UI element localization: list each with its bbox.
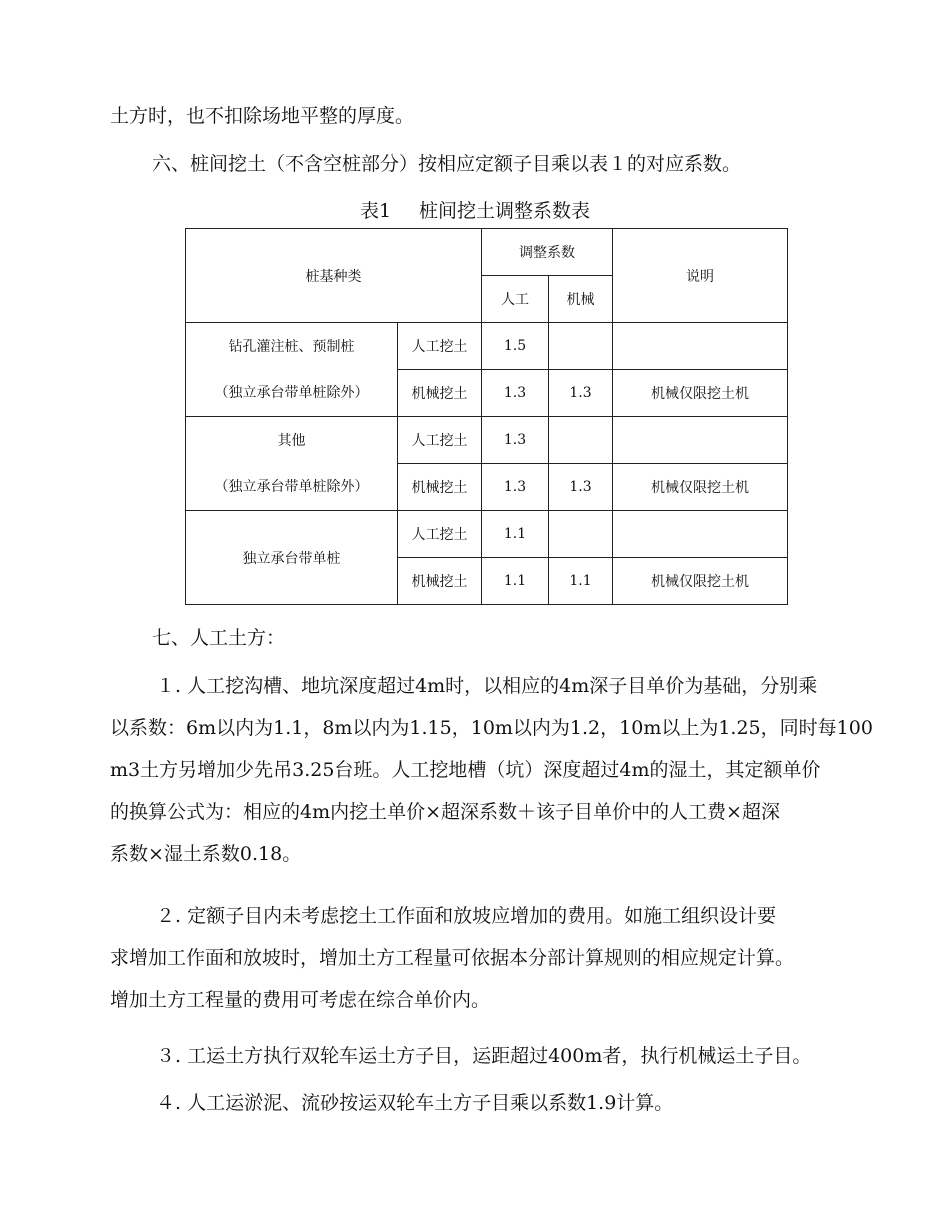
method-cell: 人工挖土 <box>398 323 482 370</box>
method-cell: 机械挖土 <box>398 558 482 605</box>
header-machine: 机械 <box>549 276 613 323</box>
table-caption <box>0 196 950 226</box>
header-note: 说明 <box>613 229 788 323</box>
manual-coef-cell: 1.3 <box>482 370 549 417</box>
table-row <box>186 417 788 464</box>
section7-paragraph-2: ２. 定额子目内未考虑挖土工作面和放坡应增加的费用。如施工组织设计要 求增加工作面和放坡时，增加土方工程量可依据本分部计算规则的相应规定计算。 增加土方工程量的费用可考虑在综合单价内。 <box>110 905 795 1011</box>
note-cell: 机械仅限挖土机 <box>613 464 788 511</box>
coefficient-table <box>185 228 788 605</box>
intro-line-2: 六、桩间挖土（不含空桩部分）按相应定额子目乘以表１的对应系数。 <box>152 153 742 175</box>
table-number: 表1 <box>359 200 392 222</box>
section7-paragraph-1: １. 人工挖沟槽、地坑深度超过4m时，以相应的4m深子目单价为基础，分别乘 以系数：6m以内为1.1，8m以内为1.15，10m以内为1.2，10m以上为1.25，同时每100 m3土方另增加少先吊3.25台班。人工挖地槽（坑）深度超过4m的湿土，其定额单价 的换算公式为：相应的4m内挖土单价×超深系数＋该子目单价中的人工费×超深 系数×湿土系数0.18。 <box>110 675 873 865</box>
machine-coef-cell <box>549 417 613 464</box>
pile-type-cell: 其他 （独立承台带单桩除外） <box>186 417 398 511</box>
header-coef: 调整系数 <box>482 229 613 276</box>
section7-heading: 七、人工土方： <box>152 627 286 649</box>
table-header-row <box>186 229 788 276</box>
table-row <box>186 323 788 370</box>
machine-coef-cell: 1.3 <box>549 370 613 417</box>
header-pile-type: 桩基种类 <box>186 229 482 323</box>
method-cell: 机械挖土 <box>398 370 482 417</box>
method-cell: 机械挖土 <box>398 464 482 511</box>
section7-paragraph-3: ３. 工运土方执行双轮车运土方子目，运距超过400m者，执行机械运土子目。 <box>156 1045 812 1067</box>
note-cell <box>613 511 788 558</box>
table-row <box>186 511 788 558</box>
manual-coef-cell: 1.1 <box>482 511 549 558</box>
method-cell: 人工挖土 <box>398 511 482 558</box>
note-cell <box>613 323 788 370</box>
pile-type-cell: 独立承台带单桩 <box>186 511 398 605</box>
note-cell: 机械仅限挖土机 <box>613 558 788 605</box>
machine-coef-cell: 1.3 <box>549 464 613 511</box>
method-cell: 人工挖土 <box>398 417 482 464</box>
intro-line-1: 土方时，也不扣除场地平整的厚度。 <box>110 105 415 127</box>
machine-coef-cell: 1.1 <box>549 558 613 605</box>
manual-coef-cell: 1.3 <box>482 417 549 464</box>
manual-coef-cell: 1.1 <box>482 558 549 605</box>
table-title: 桩间挖土调整系数表 <box>419 200 591 222</box>
manual-coef-cell: 1.3 <box>482 464 549 511</box>
machine-coef-cell <box>549 323 613 370</box>
note-cell: 机械仅限挖土机 <box>613 370 788 417</box>
section7-paragraph-4: ４. 人工运淤泥、流砂按运双轮车土方子目乘以系数1.9计算。 <box>156 1092 674 1114</box>
pile-type-cell: 钻孔灌注桩、预制桩 （独立承台带单桩除外） <box>186 323 398 417</box>
note-cell <box>613 417 788 464</box>
machine-coef-cell <box>549 511 613 558</box>
header-manual: 人工 <box>482 276 549 323</box>
manual-coef-cell: 1.5 <box>482 323 549 370</box>
